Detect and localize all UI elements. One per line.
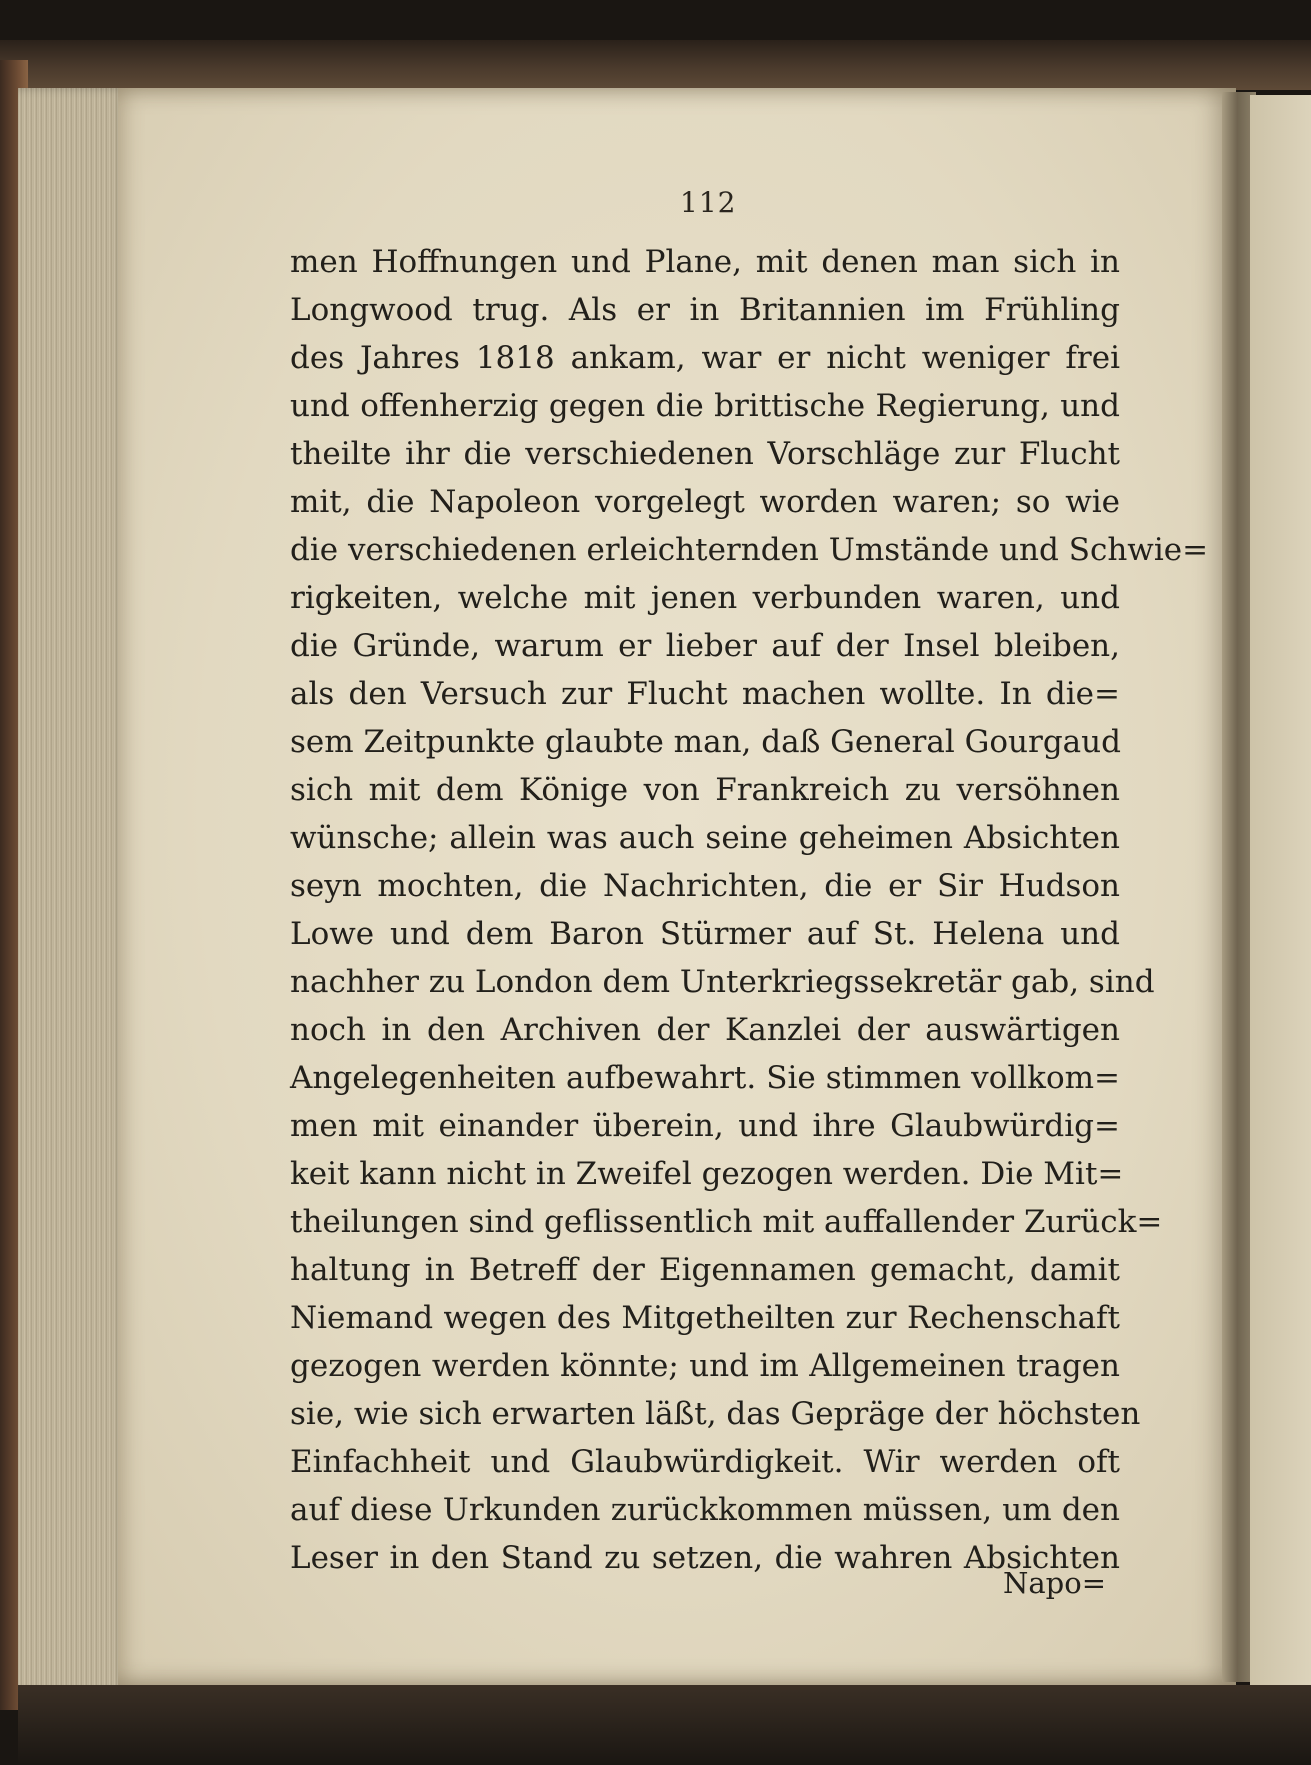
text-line: theilte ihr die verschiedenen Vorschläge zur Flucht [290, 436, 1120, 472]
text-line: die Gründe, warum er lieber auf der Insel bleiben, [290, 628, 1120, 664]
text-line: des Jahres 1818 ankam, war er nicht weniger frei [290, 340, 1120, 376]
bottom-shadow [18, 1685, 1311, 1765]
text-line: und offenherzig gegen die brittische Regierung, und [290, 388, 1120, 424]
catchword: Napo= [1003, 1566, 1106, 1600]
text-line: rigkeiten, welche mit jenen verbunden waren, und [290, 580, 1120, 616]
facing-page-edge [1250, 95, 1311, 1685]
text-line: sie, wie sich erwarten läßt, das Gepräge der höchsten [290, 1396, 1141, 1432]
body-text [290, 238, 1209, 1582]
text-line: die verschiedenen erleichternden Umstände und Schwie= [290, 532, 1209, 568]
text-line: sem Zeitpunkte glaubte man, daß General Gourgaud [290, 724, 1121, 760]
text-line: Einfachheit und Glaubwürdigkeit. Wir werden oft [290, 1444, 1120, 1480]
book-cover-top [0, 40, 1311, 90]
text-line: Niemand wegen des Mitgetheilten zur Rechenschaft [290, 1300, 1120, 1336]
text-line: Leser in den Stand zu setzen, die wahren Absichten [290, 1540, 1120, 1576]
page-edges [18, 88, 128, 1693]
text-line: noch in den Archiven der Kanzlei der auswärtigen [290, 1012, 1120, 1048]
text-line: seyn mochten, die Nachrichten, die er Sir Hudson [290, 868, 1120, 904]
text-line: mit, die Napoleon vorgelegt worden waren; so wie [290, 484, 1120, 520]
text-line: keit kann nicht in Zweifel gezogen werden. Die Mit= [290, 1156, 1124, 1192]
text-line: wünsche; allein was auch seine geheimen Absichten [290, 820, 1120, 856]
text-line: sich mit dem Könige von Frankreich zu versöhnen [290, 772, 1120, 808]
text-line: haltung in Betreff der Eigennamen gemacht, damit [290, 1252, 1120, 1288]
text-line: nachher zu London dem Unterkriegssekretär gab, sind [290, 964, 1155, 1000]
text-line: Angelegenheiten aufbewahrt. Sie stimmen vollkom= [290, 1060, 1120, 1096]
text-line: auf diese Urkunden zurückkommen müssen, um den [290, 1492, 1120, 1528]
text-line: men mit einander überein, und ihre Glaubwürdig= [290, 1108, 1120, 1144]
text-line: Lowe und dem Baron Stürmer auf St. Helena und [290, 916, 1120, 952]
text-line: theilungen sind geflissentlich mit auffallender Zurück= [290, 1204, 1163, 1240]
text-line: Longwood trug. Als er in Britannien im Frühling [290, 292, 1120, 328]
text-line: gezogen werden könnte; und im Allgemeinen tragen [290, 1348, 1120, 1384]
text-line: als den Versuch zur Flucht machen wollte. In die= [290, 676, 1120, 712]
text-line: men Hoffnungen und Plane, mit denen man sich in [290, 244, 1120, 280]
page-number: 112 [680, 186, 737, 219]
